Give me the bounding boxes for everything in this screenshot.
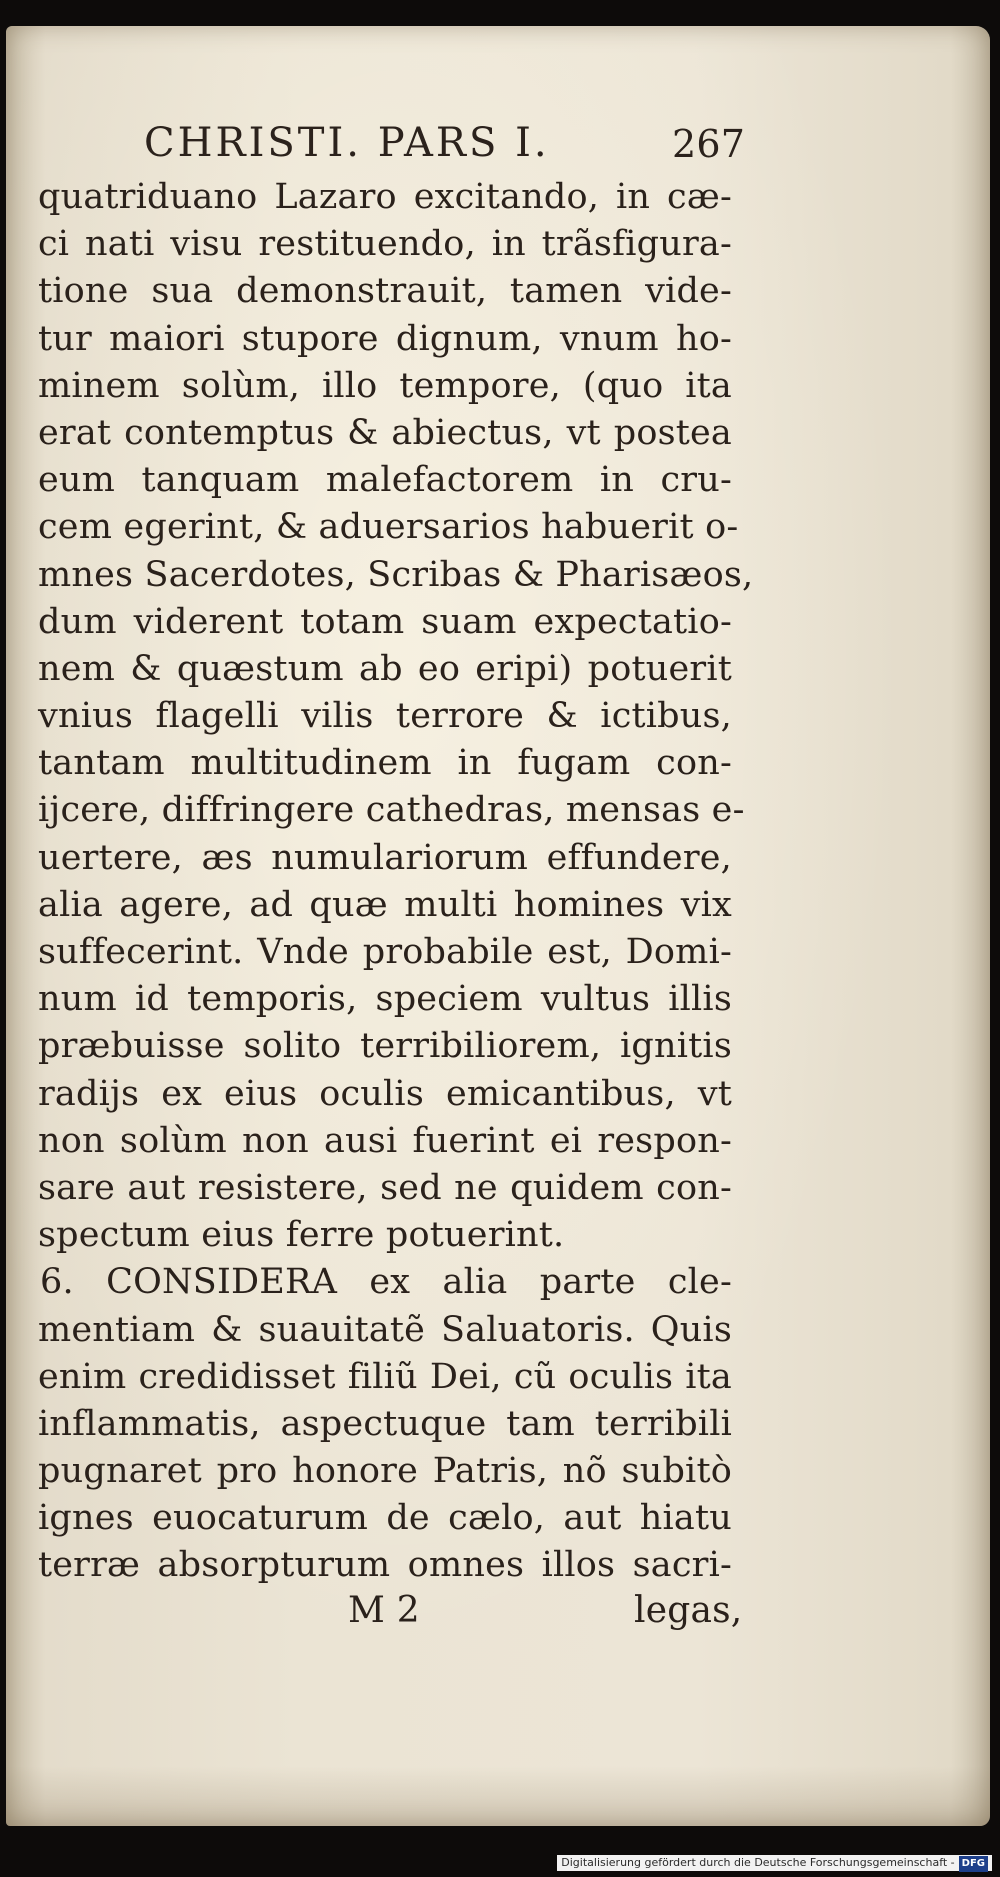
text-line: suffecerint. Vnde probabile est, Domi- [38, 932, 732, 972]
section-start-line: 6. CONSIDERA ex alia parte cle- [40, 1262, 732, 1303]
text-block [24, 120, 754, 1650]
page-header [24, 120, 744, 174]
text-line: mnes Sacerdotes, Scribas & Pharisæos, [38, 554, 754, 595]
text-line: inflammatis, aspectuque tam terribili [38, 1403, 732, 1444]
page-footer-line [24, 1590, 744, 1650]
text-line: non solùm non ausi fuerint ei respon- [38, 1120, 732, 1161]
text-line: pugnaret pro honore Patris, nõ subitò [38, 1451, 732, 1492]
text-line: alia agere, ad quæ multi homines vix [38, 884, 732, 925]
text-line: tur maiori stupore dignum, vnum ho- [38, 318, 732, 359]
text-line: num id temporis, speciem vultus illis [38, 979, 732, 1020]
text-line: terræ absorpturum omnes illos sacri- [38, 1545, 732, 1586]
page-number: 267 [672, 122, 746, 166]
book-page [6, 26, 990, 1826]
text-line: tione sua demonstrauit, tamen vide- [38, 271, 732, 312]
text-line: quatriduano Lazaro excitando, in cæ- [38, 177, 732, 217]
text-line: erat contemptus & abiectus, vt postea [38, 412, 732, 453]
text-line: mentiam & suauitatẽ Saluatoris. Quis [38, 1309, 732, 1350]
text-line: ijcere, diffringere cathedras, mensas e- [38, 790, 745, 831]
digitization-credit [557, 1855, 992, 1871]
text-line: minem solùm, illo tempore, (quo ita [38, 365, 732, 406]
text-line: spectum eius ferre potuerint. [38, 1215, 565, 1256]
running-head: CHRISTI. PARS I. [144, 120, 550, 166]
text-line: sare aut resistere, sed ne quidem con- [38, 1167, 732, 1208]
text-line: uertere, æs numulariorum effundere, [38, 837, 732, 878]
text-line: radijs ex eius oculis emicantibus, vt [38, 1073, 732, 1114]
text-line: cem egerint, & aduersarios habuerit o- [38, 507, 739, 548]
text-line: nem & quæstum ab eo eripi) potuerit [38, 648, 732, 689]
text-line: ci nati visu restituendo, in trãsfigura- [38, 224, 732, 265]
text-line: eum tanquam malefactorem in cru- [38, 460, 732, 501]
text-line: tantam multitudinem in fugam con- [38, 743, 732, 784]
text-line: enim credidisset filiũ Dei, cũ oculis ita [38, 1356, 732, 1397]
catchword: legas, [634, 1589, 743, 1631]
body-text [24, 174, 754, 1590]
credit-text: Digitalisierung gefördert durch die Deutsche Forschungsgemeinschaft - [561, 1856, 955, 1869]
text-line: vnius flagelli vilis terrore & ictibus, [38, 696, 732, 737]
text-line: præbuisse solito terribiliorem, ignitis [38, 1026, 732, 1067]
dfg-logo: DFG [959, 1856, 988, 1872]
text-line: dum viderent totam suam expectatio- [38, 601, 732, 642]
text-line: ignes euocaturum de cælo, aut hiatu [38, 1498, 732, 1539]
signature-mark: M 2 [348, 1589, 420, 1631]
